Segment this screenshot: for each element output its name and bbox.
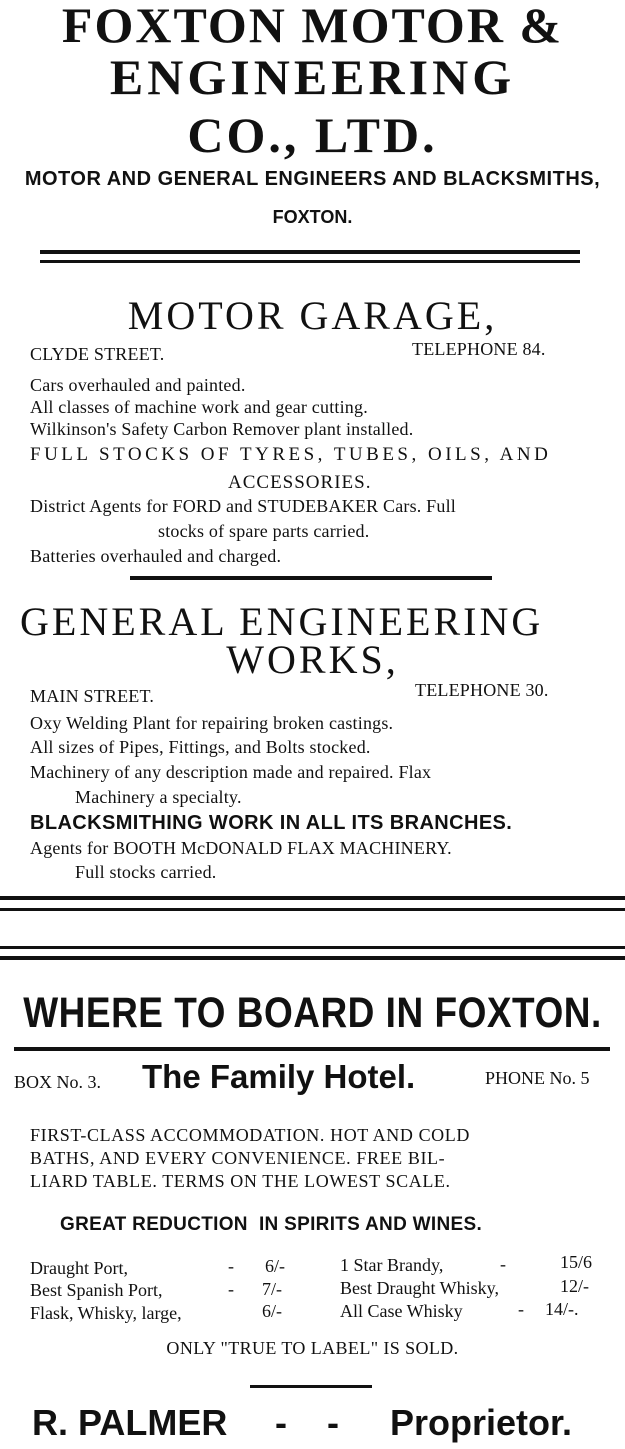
- works-title-line2: WORKS,: [226, 637, 399, 682]
- hotel-phone: PHONE No. 5: [485, 1068, 590, 1088]
- works-line: Machinery a specialty.: [75, 787, 242, 807]
- price-dash: -: [500, 1254, 506, 1274]
- label-note: ONLY "TRUE TO LABEL" IS SOLD.: [166, 1338, 459, 1358]
- works-telephone: TELEPHONE 30.: [415, 680, 549, 700]
- works-line: Machinery of any description made and repaired. Flax: [30, 762, 432, 782]
- garage-line: All classes of machine work and gear cutting.: [30, 397, 368, 417]
- proprietor-dashes: - -: [275, 1402, 339, 1443]
- divider: [14, 1047, 610, 1051]
- divider: [0, 896, 625, 900]
- garage-title: MOTOR GARAGE,: [127, 293, 498, 338]
- company-name-line1: FOXTON MOTOR &: [61, 0, 564, 53]
- price-value: 15/6: [560, 1252, 593, 1272]
- price-value: 12/-: [560, 1276, 589, 1296]
- garage-line: FULL STOCKS OF TYRES, TUBES, OILS, AND: [30, 444, 552, 465]
- works-address: MAIN STREET.: [30, 686, 155, 706]
- price-item: Best Spanish Port,: [30, 1280, 163, 1300]
- price-item: Best Draught Whisky,: [340, 1278, 499, 1298]
- hotel-desc-line: FIRST-CLASS ACCOMMODATION. HOT AND COLD: [30, 1125, 470, 1145]
- garage-line: Cars overhauled and painted.: [30, 375, 246, 395]
- divider: [250, 1385, 372, 1388]
- company-name-line2: ENGINEERING: [109, 49, 516, 105]
- divider: [0, 908, 625, 911]
- divider: [130, 576, 492, 580]
- divider: [0, 946, 625, 949]
- works-line: Oxy Welding Plant for repairing broken castings.: [30, 713, 394, 733]
- reduction-heading: GREAT REDUCTION IN SPIRITS AND WINES.: [60, 1214, 483, 1235]
- garage-line: stocks of spare parts carried.: [158, 521, 370, 541]
- divider: [40, 250, 580, 254]
- hotel-heading: WHERE TO BOARD IN FOXTON.: [23, 988, 602, 1036]
- works-title-line1: GENERAL ENGINEERING: [20, 599, 544, 644]
- proprietor-name: R. PALMER: [32, 1402, 228, 1443]
- works-line: Full stocks carried.: [75, 862, 217, 882]
- garage-line: Batteries overhauled and charged.: [30, 546, 282, 566]
- proprietor-title: Proprietor.: [390, 1402, 573, 1443]
- company-name-line3: CO., LTD.: [187, 107, 438, 163]
- price-dash: -: [518, 1299, 524, 1319]
- price-item: 1 Star Brandy,: [340, 1255, 444, 1275]
- price-dash: -: [228, 1279, 234, 1299]
- divider: [0, 956, 625, 960]
- hotel-desc-line: BATHS, AND EVERY CONVENIENCE. FREE BIL-: [30, 1148, 446, 1168]
- garage-address: CLYDE STREET.: [30, 344, 165, 364]
- price-value: 7/-: [262, 1279, 282, 1299]
- price-item: Flask, Whisky, large,: [30, 1303, 182, 1323]
- works-line: Agents for BOOTH McDONALD FLAX MACHINERY.: [30, 838, 452, 858]
- price-item: All Case Whisky: [340, 1301, 463, 1321]
- price-value: 14/-.: [545, 1299, 579, 1319]
- garage-line: District Agents for FORD and STUDEBAKER Cars. Full: [30, 496, 456, 516]
- hotel-desc-line: LIARD TABLE. TERMS ON THE LOWEST SCALE.: [30, 1171, 451, 1191]
- works-line: All sizes of Pipes, Fittings, and Bolts stocked.: [30, 737, 371, 757]
- company-tagline: MOTOR AND GENERAL ENGINEERS AND BLACKSMITHS,: [24, 168, 601, 190]
- garage-line: Wilkinson's Safety Carbon Remover plant installed.: [30, 419, 414, 439]
- hotel-box: BOX No. 3.: [14, 1072, 102, 1092]
- price-item: Draught Port,: [30, 1258, 128, 1278]
- hotel-name: The Family Hotel.: [142, 1058, 416, 1095]
- garage-telephone: TELEPHONE 84.: [412, 339, 546, 359]
- divider: [40, 260, 580, 263]
- garage-line: ACCESSORIES.: [228, 472, 372, 493]
- price-value: 6/-: [265, 1256, 285, 1276]
- price-value: 6/-: [262, 1301, 282, 1321]
- company-town: FOXTON.: [272, 207, 353, 227]
- price-dash: -: [228, 1256, 234, 1276]
- works-line: BLACKSMITHING WORK IN ALL ITS BRANCHES.: [30, 812, 513, 834]
